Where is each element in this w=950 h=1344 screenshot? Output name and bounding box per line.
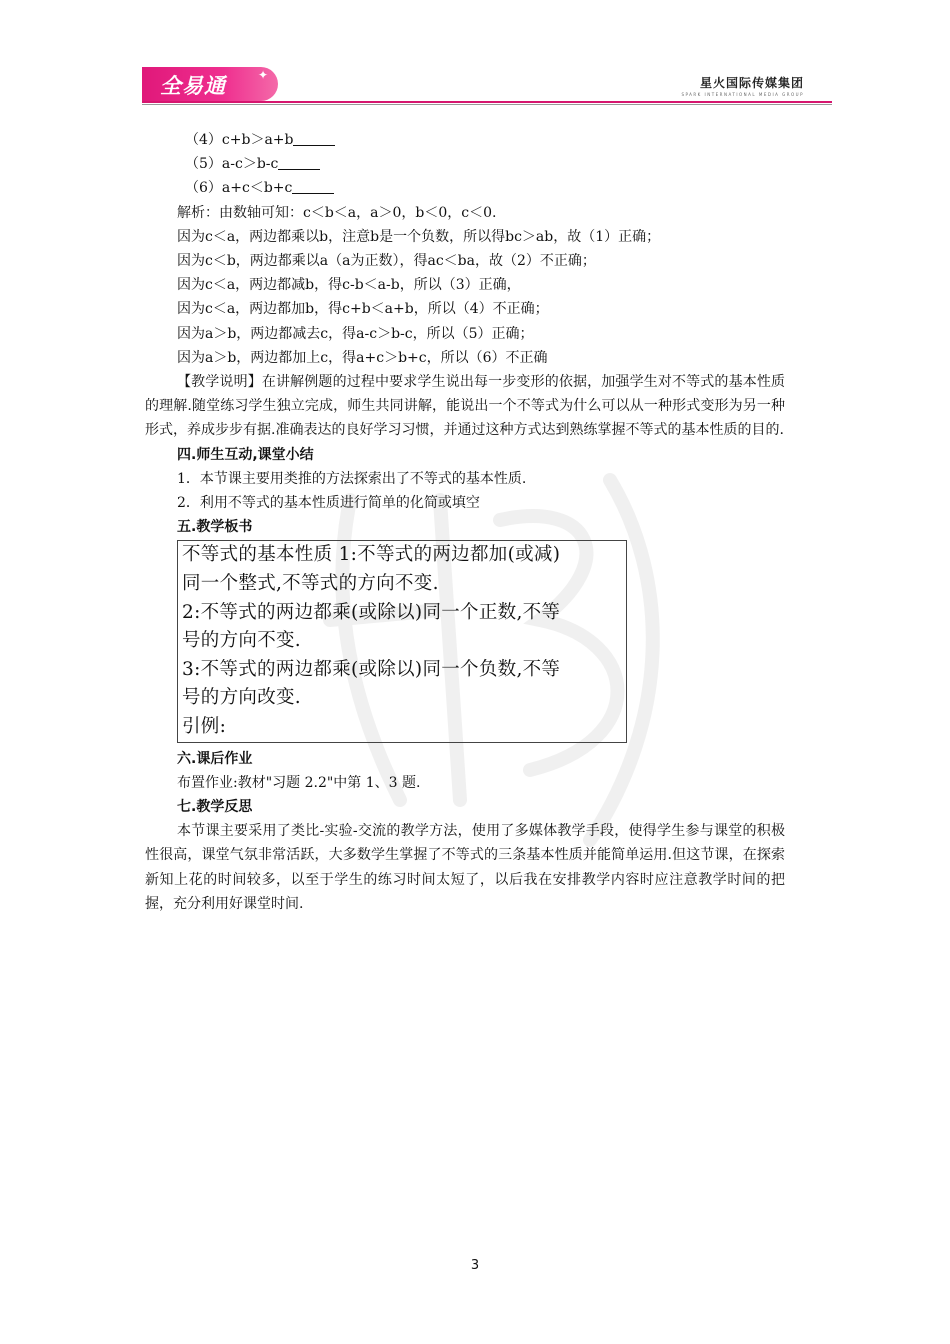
exercise-item-5: （5）a-c＞b-c <box>145 152 785 176</box>
exercise-item-6: （6）a+c＜b+c <box>145 176 785 200</box>
summary-item: 1．本节课主要用类推的方法探索出了不等式的基本性质. <box>177 470 527 487</box>
answer-blank <box>292 179 334 194</box>
publisher-name: 星火国际传媒集团 <box>699 76 804 90</box>
header-divider <box>142 101 832 103</box>
board-line: 不等式的基本性质 1:不等式的两边都加(或减) <box>182 544 561 566</box>
blackboard-box <box>177 540 627 742</box>
board-line: 2:不等式的两边都乘(或除以)同一个正数,不等 <box>182 601 561 623</box>
page-header <box>0 0 950 110</box>
publisher-name-en: SPARK INTERNATIONAL MEDIA GROUP <box>681 92 804 97</box>
analysis-line: 因为c＜a，两边都加b，得c+b＜a+b，所以（4）不正确； <box>177 301 549 318</box>
board-line: 号的方向不变. <box>182 630 301 652</box>
board-line: 同一个整式,不等式的方向不变. <box>182 573 439 595</box>
analysis-line: 因为a＞b，两边都减去c，得a-c＞b-c，所以（5）正确； <box>177 325 534 342</box>
page-number: 3 <box>470 1258 480 1273</box>
teaching-note: 【教学说明】在讲解例题的过程中要求学生说出每一步变形的依据，加强学生对不等式的基本性质的理解.随堂练习学生独立完成，师生共同讲解，能说出一个不等式为什么可以从一种形式变形为另一种形式，养成步步有据.准确表达的良好学习习惯，并通过这种方式达到熟练掌握不等式的基本性质的目的. <box>145 374 785 439</box>
analysis-line: 因为c＜b，两边都乘以a（a为正数），得ac＜ba，故（2）不正确； <box>177 253 596 270</box>
section-heading: 五.教学板书 <box>177 519 253 536</box>
answer-blank <box>278 155 320 170</box>
homework-text: 布置作业:教材"习题 2.2"中第 1、3 题. <box>177 774 421 791</box>
board-line: 3:不等式的两边都乘(或除以)同一个负数,不等 <box>182 658 561 680</box>
analysis-intro: 解析：由数轴可知：c＜b＜a，a＞0，b＜0，c＜0. <box>177 204 497 221</box>
brand-logo <box>142 67 278 101</box>
reflection-text: 本节课主要采用了类比-实验-交流的教学方法，使用了多媒体教学手段，使得学生参与课堂的积极性很高，课堂气氛非常活跃，大多数学生掌握了不等式的三条基本性质并能简单运用.但这节课，在探索新知上花的时间较多，以至于学生的练习时间太短了，以后我在安排教学内容时应注意教学时间的把握，充分利用好课堂时间. <box>145 823 785 912</box>
analysis-line: 因为c＜a，两边都乘以b，注意b是一个负数，所以得bc＞ab，故（1）正确； <box>177 228 661 245</box>
section-heading: 七.教学反思 <box>177 799 253 816</box>
star-icon: ✦ <box>257 68 268 82</box>
analysis-line: 因为a＞b，两边都加上c，得a+c＞b+c，所以（6）不正确 <box>177 349 548 366</box>
exercise-item-4: （4）c+b＞a+b <box>145 128 785 152</box>
board-line: 引例: <box>182 716 227 738</box>
board-line: 号的方向改变. <box>182 687 301 709</box>
section-heading: 六.课后作业 <box>177 750 253 767</box>
answer-blank <box>293 131 335 146</box>
logo-text: 全易通 <box>160 74 226 98</box>
header-divider-thin <box>142 104 832 105</box>
publisher-brand <box>681 74 804 97</box>
section-heading: 四.师生互动,课堂小结 <box>177 446 314 463</box>
analysis-line: 因为c＜a，两边都减b，得c-b＜a-b，所以（3）正确， <box>177 277 521 294</box>
summary-item: 2．利用不等式的基本性质进行简单的化简或填空 <box>177 495 480 512</box>
document-body <box>145 128 785 916</box>
